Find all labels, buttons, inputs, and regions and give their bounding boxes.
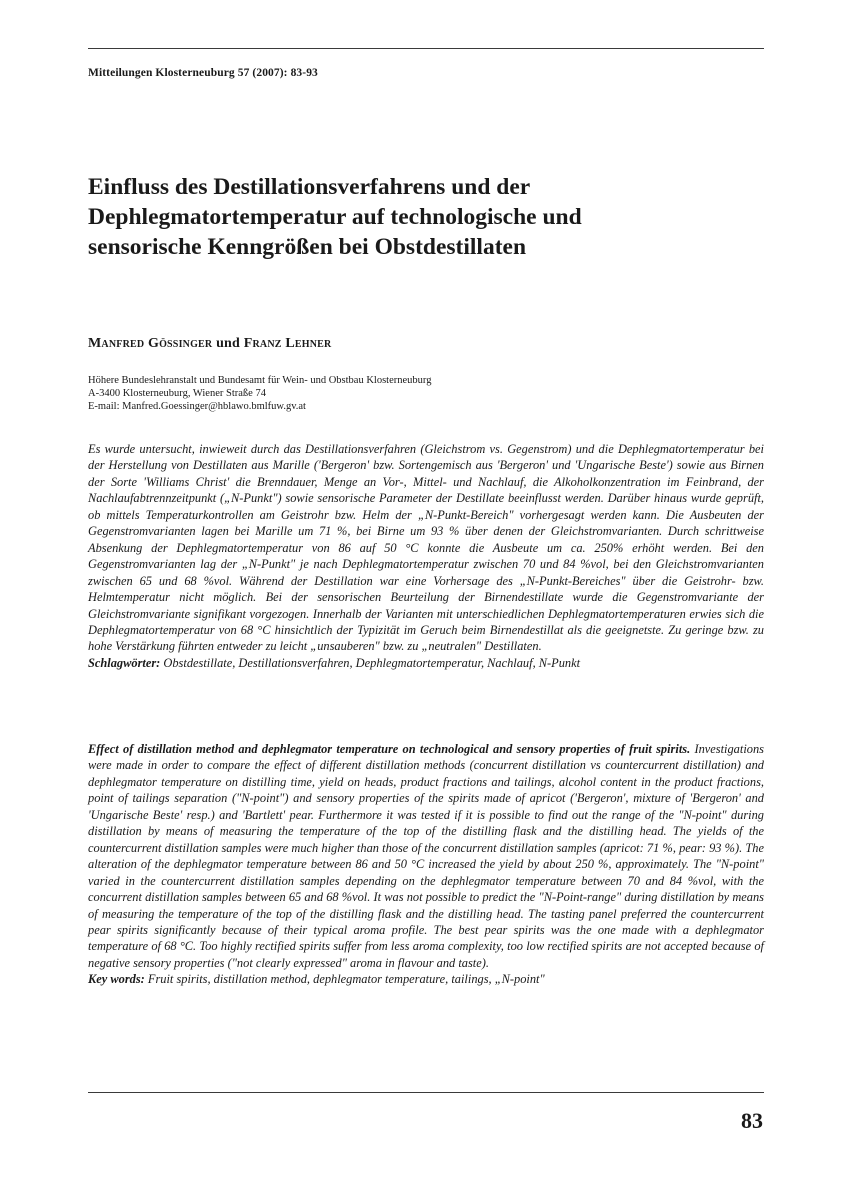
abstract-german [88,441,764,671]
abstract-english-title: Effect of distillation method and dephlegmator temperature on technological and sensory properties of fruit spirits. [88,742,691,756]
title-line: sensorische Kenngrößen bei Obstdestillaten [88,234,527,260]
article-title [88,172,768,262]
page-number: 83 [741,1108,763,1133]
affiliation [88,374,431,413]
title-line: Einfluss des Destillationsverfahrens und der [88,174,531,200]
keywords-german [88,655,764,671]
keywords-text: Obstdestillate, Destillationsverfahren, Dephlegmatortemperatur, Nachlauf, N-Punkt [163,655,581,670]
abstract-english-text: Investigations were made in order to compare the effect of different distillation methods (concurrent distillation vs countercurrent distillation) and dephlegmator temperature on distilling time, yield on heads, product fractions and tailings, alcohol content in the product fractions, point of tailings separation ("N-point") and sensory properties of the spirits made of apricot ('Bergeron', mixture of 'Bergeron' and 'Ungarische Beste' resp.) and 'Bartlett' pear. Furthermore it was tested if it is possible to find out the range of the "N-point" during distillation by means of measuring the temperature of the top of the distilling flask and the distilling head. The yields of the countercurrent distillation samples were much higher than those of the concurrent distillation samples (apricot: 71 %, pear: 93 %). The alteration of the dephlegmator temperature between 86 and 50 °C increased the yield by about 250 %, approximately. The "N-point" varied in the countercurrent distillation samples depending on the dephlegmator temperature between 70 and 84 %vol, with the concurrent distillation samples between 65 and 68 %vol. It was not possible to predict the "N-Point-range" during distillation by means of measuring the temperature of the top of the distilling flask and the distilling head. The tasting panel preferred the countercurrent pear spirits significantly because of their typical aroma profile. The best pear spirits was the one made with a dephlegmator temperature of 68 °C. Too highly rectified spirits suffer from less aroma complexity, too low rectified spirits are not accepted because of negative sensory properties ("not clearly expressed" aroma in flavour and taste). [88,742,764,970]
author-conjunction: und [216,336,241,351]
footer-rule [88,1092,764,1093]
author-name: Manfred Gössinger [88,336,213,351]
journal-citation: Mitteilungen Klosterneuburg 57 (2007): 83-93 [88,67,318,79]
author-name: Franz Lehner [243,336,332,351]
author-list [88,336,331,352]
keywords-label: Key words: [88,972,145,987]
title-line: Dephlegmatortemperatur auf technologische und [88,204,582,230]
affiliation-address: A-3400 Klosterneuburg, Wiener Straße 74 [88,388,266,399]
affiliation-email: E-mail: Manfred.Goessinger@hblawo.bmlfuw.gv.at [88,401,306,412]
header-rule [88,48,764,49]
affiliation-institution: Höhere Bundeslehranstalt und Bundesamt für Wein- und Obstbau Klosterneuburg [88,375,432,386]
abstract-english-body [88,741,764,971]
abstract-german-text: Es wurde untersucht, inwieweit durch das Destillationsverfahren (Gleichstrom vs. Gegenstrom) und die Dephlegmatortemperatur bei der Herstellung von Destillaten aus Marille ('Bergeron' bzw. Sortengemisch aus 'Bergeron' und 'Ungarische Beste') sowie aus Birnen der Sorte 'Williams Christ' die Brenndauer, Menge an Vor-, Mittel- und Nachlauf, die Alkoholkonzentration im Feinbrand, der Nachlaufabtrennzeitpunkt („N-Punkt") sowie sensorische Parameter der Destillate beeinflusst werden. Darüber hinaus wurde geprüft, ob mittels Temperaturkontrollen am Geistrohr bzw. Helm der „N-Punkt-Bereich" vorhergesagt werden kann. Die Ausbeuten der Gegenstromvarianten lagen bei Marille um 71 %, bei Birne um 93 % über denen der Gleichstromvarianten. Durch schrittweise Absenkung der Dephlegmatortemperatur von 86 auf 50 °C konnte die Ausbeute um ca. 250% erhöht werden. Bei den Gegenstromvarianten lag der „N-Punkt" je nach Dephlegmatortemperatur zwischen 70 und 84 %vol, bei den Gleichstromvarianten zwischen 65 und 68 %vol. Während der Destillation war eine Vorhersage des „N-Punkt-Bereiches" über die Geistrohr- bzw. Helmtemperatur nicht möglich. Bei der sensorischen Beurteilung der Birnendestillate wurde die Gegenstromvariante der Gleichstromvariante signifikant vorgezogen. Innerhalb der Varianten mit unterschiedlichen Dephlegmatortemperaturen erwies sich die Dephlegmatortemperatur von 68 °C hinsichtlich der Typizität im Geruch beim Birnendestillat als die geeignetste. Zu geringe bzw. zu hohe Verstärkung führten entweder zu leicht „unsauberen" bzw. zu „neutralen" Destillaten. [88,442,764,654]
abstract-english [88,741,764,988]
keywords-text: Fruit spirits, distillation method, dephlegmator temperature, tailings, „N-point" [147,972,545,987]
keywords-label: Schlagwörter: [88,655,161,670]
keywords-english [88,971,764,987]
